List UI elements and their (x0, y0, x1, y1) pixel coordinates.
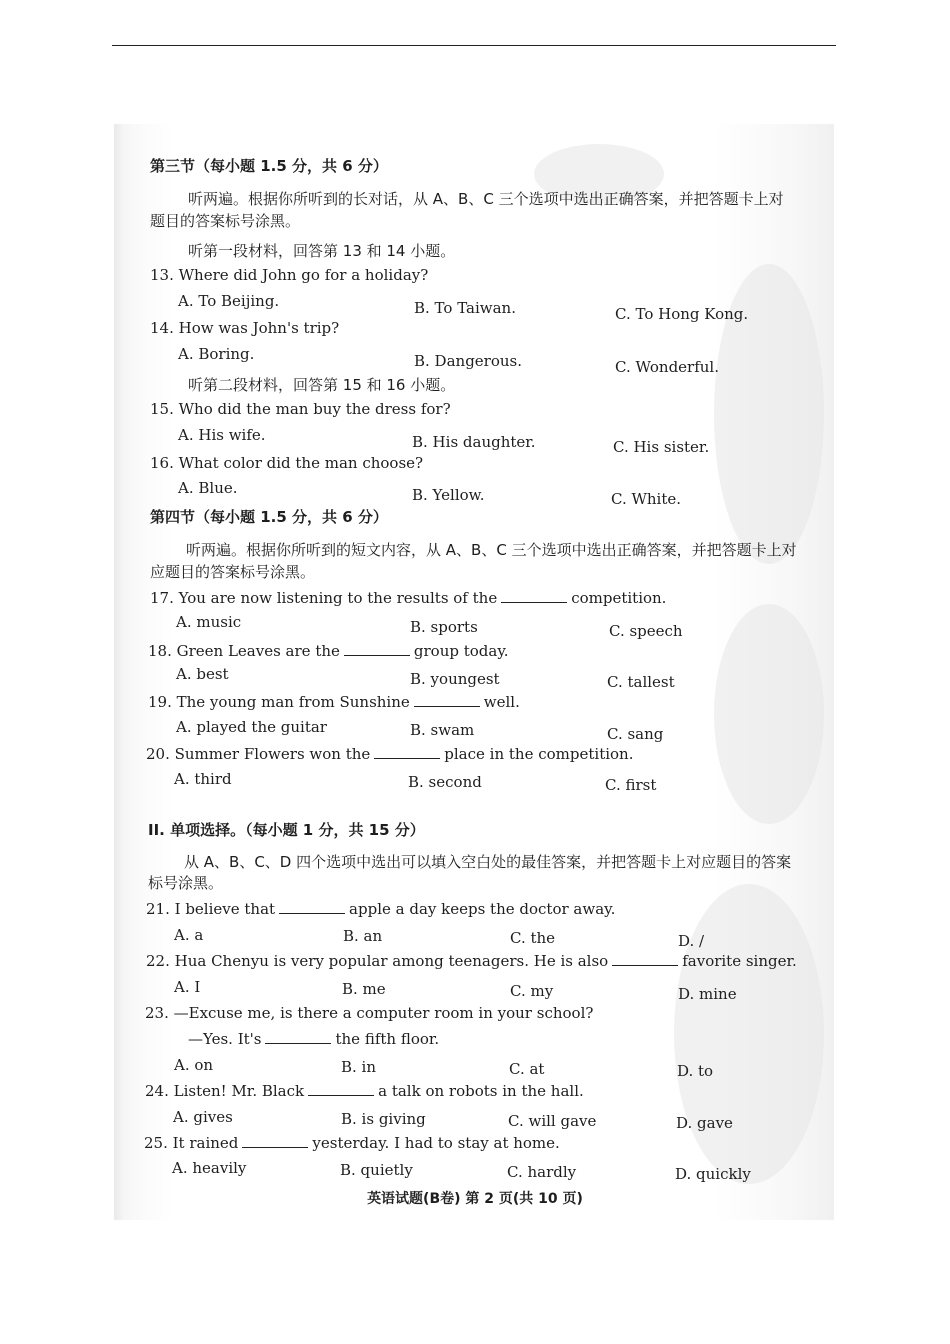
q22-option-c: C. my (510, 982, 554, 1000)
q19-option-b: B. swam (410, 721, 475, 739)
question-22 (146, 951, 797, 971)
q21-text: 21. I believe that (146, 900, 276, 918)
question-21 (146, 899, 615, 919)
q23-option-a: A. on (174, 1056, 214, 1074)
q14-option-a: A. Boring. (178, 345, 255, 363)
q19-option-c: C. sang (607, 725, 664, 743)
section3-instruction: 听两遍。根据你所听到的长对话，从 A、B、C 三个选项中选出正确答案，并把答题卡上对 (188, 190, 784, 208)
q21-blank (279, 899, 345, 914)
question-25 (144, 1133, 560, 1153)
q23-option-b: B. in (341, 1058, 377, 1076)
material-1-note: 听第一段材料，回答第 13 和 14 小题。 (188, 242, 456, 260)
q20-option-a: A. third (174, 770, 232, 788)
section3-heading: 第三节（每小题 1.5 分，共 6 分） (150, 157, 388, 175)
q24-text-end: a talk on robots in the hall. (378, 1082, 584, 1100)
q23-blank (265, 1029, 331, 1044)
section3-instruction-cont: 题目的答案标号涂黑。 (150, 212, 301, 230)
q18-option-c: C. tallest (607, 673, 675, 691)
q17-text: 17. You are now listening to the results of the (150, 589, 498, 607)
part2-heading: II. 单项选择。（每小题 1 分，共 15 分） (148, 821, 425, 839)
q21-option-c: C. the (510, 929, 556, 947)
q20-blank (374, 744, 440, 759)
q24-text: 24. Listen! Mr. Black (145, 1082, 305, 1100)
q14-option-b: B. Dangerous. (414, 352, 522, 370)
q19-blank (414, 692, 480, 707)
q16-option-c: C. White. (611, 490, 682, 508)
question-13: 13. Where did John go for a holiday? (150, 266, 429, 284)
question-16: 16. What color did the man choose? (150, 454, 424, 472)
part2-instruction-cont: 标号涂黑。 (148, 874, 224, 892)
q21-option-d: D. / (678, 932, 705, 950)
question-23: 23. —Excuse me, is there a computer room in your school? (145, 1004, 594, 1022)
q24-option-d: D. gave (676, 1114, 733, 1132)
section4-instruction: 听两遍。根据你所听到的短文内容，从 A、B、C 三个选项中选出正确答案，并把答题卡上对 (186, 541, 797, 559)
q23-option-d: D. to (677, 1062, 714, 1080)
q18-option-a: A. best (176, 665, 229, 683)
q23-option-c: C. at (509, 1060, 545, 1078)
q22-option-d: D. mine (678, 985, 737, 1003)
q15-option-b: B. His daughter. (412, 433, 536, 451)
q16-option-b: B. Yellow. (412, 486, 485, 504)
q21-text-end: apple a day keeps the doctor away. (349, 900, 616, 918)
q25-blank (242, 1133, 308, 1148)
question-14: 14. How was John's trip? (150, 319, 340, 337)
section4-instruction-cont: 应题目的答案标号涂黑。 (150, 563, 316, 581)
q22-blank (612, 951, 678, 966)
q18-option-b: B. youngest (410, 670, 500, 688)
q15-option-a: A. His wife. (178, 426, 266, 444)
part2-instruction: 从 A、B、C、D 四个选项中选出可以填入空白处的最佳答案，并把答题卡上对应题目的答案 (184, 853, 792, 871)
q17-option-b: B. sports (410, 618, 478, 636)
question-18 (148, 641, 509, 661)
question-23-reply (188, 1029, 439, 1049)
q22-option-a: A. I (174, 978, 201, 996)
q13-option-b: B. To Taiwan. (414, 299, 516, 317)
q22-option-b: B. me (342, 980, 386, 998)
question-15: 15. Who did the man buy the dress for? (150, 400, 451, 418)
q24-option-b: B. is giving (341, 1110, 426, 1128)
q17-option-c: C. speech (609, 622, 683, 640)
q18-text-end: group today. (413, 642, 509, 660)
q13-option-c: C. To Hong Kong. (615, 305, 749, 323)
q22-text-end: favorite singer. (682, 952, 797, 970)
q17-blank (501, 588, 567, 603)
q13-option-a: A. To Beijing. (178, 292, 280, 310)
q24-option-c: C. will gave (508, 1112, 597, 1130)
q21-option-b: B. an (343, 927, 383, 945)
q23-text: —Yes. It's (188, 1030, 262, 1048)
q25-text: 25. It rained (144, 1134, 239, 1152)
q20-option-b: B. second (408, 773, 482, 791)
q24-option-a: A. gives (173, 1108, 233, 1126)
q14-option-c: C. Wonderful. (615, 358, 719, 376)
material-2-note: 听第二段材料，回答第 15 和 16 小题。 (188, 376, 456, 394)
q21-option-a: A. a (174, 926, 204, 944)
page-footer: 英语试题(B卷) 第 2 页(共 10 页) (367, 1191, 583, 1207)
q19-text: 19. The young man from Sunshine (148, 693, 410, 711)
q25-option-b: B. quietly (340, 1161, 413, 1179)
q17-text-end: competition. (571, 589, 667, 607)
q25-text-end: yesterday. I had to stay at home. (312, 1134, 560, 1152)
q20-option-c: C. first (605, 776, 657, 794)
question-20 (146, 744, 633, 764)
q19-option-a: A. played the guitar (176, 718, 327, 736)
q15-option-c: C. His sister. (613, 438, 710, 456)
question-19 (148, 692, 520, 712)
q25-option-a: A. heavily (172, 1159, 247, 1177)
q18-blank (344, 641, 410, 656)
question-24 (145, 1081, 584, 1101)
q18-text: 18. Green Leaves are the (148, 642, 340, 660)
q24-blank (308, 1081, 374, 1096)
q16-option-a: A. Blue. (178, 479, 238, 497)
q23-text-end: the fifth floor. (335, 1030, 440, 1048)
q22-text: 22. Hua Chenyu is very popular among teenagers. He is also (146, 952, 609, 970)
q25-option-c: C. hardly (507, 1163, 577, 1181)
question-17 (150, 588, 666, 608)
q17-option-a: A. music (176, 613, 242, 631)
q25-option-d: D. quickly (675, 1165, 751, 1183)
q20-text: 20. Summer Flowers won the (146, 745, 371, 763)
section4-heading: 第四节（每小题 1.5 分，共 6 分） (150, 508, 388, 526)
q20-text-end: place in the competition. (444, 745, 634, 763)
q19-text-end: well. (483, 693, 520, 711)
